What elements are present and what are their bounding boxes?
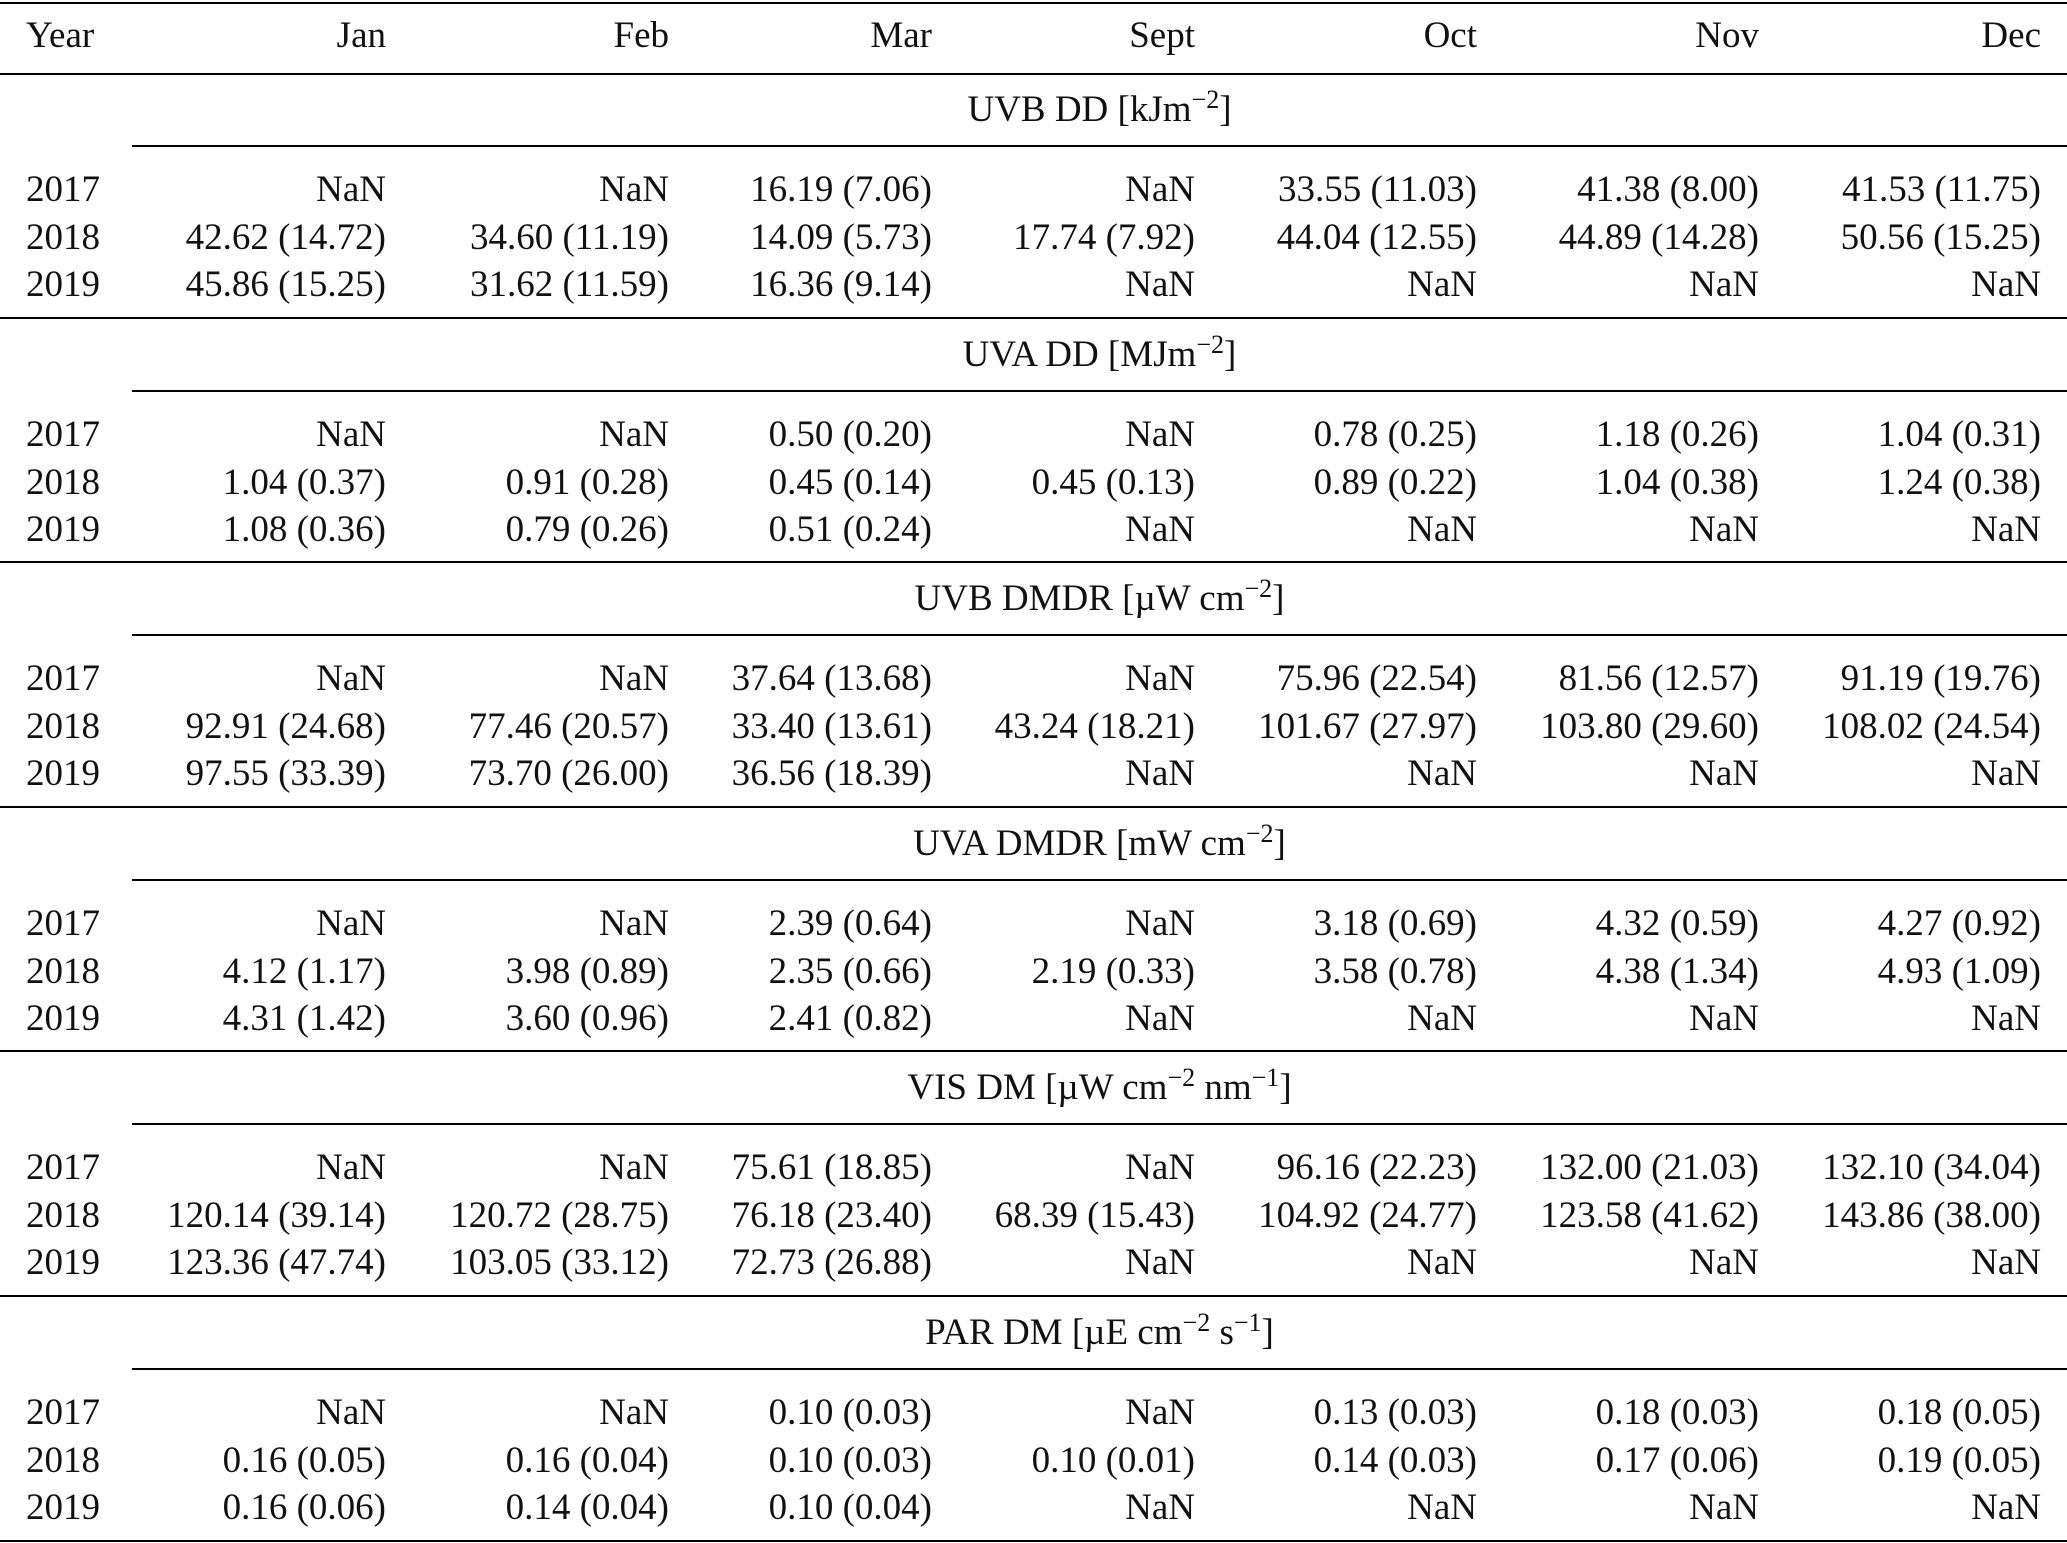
cell-mar: 0.45 (0.14) — [768, 461, 932, 503]
cell-jan: 0.16 (0.05) — [222, 1439, 386, 1481]
cell-oct: NaN — [1407, 753, 1477, 794]
section-separator-rule — [0, 317, 2067, 319]
cell-nov: 81.56 (12.57) — [1558, 658, 1759, 699]
cell-oct: 33.55 (11.03) — [1277, 169, 1477, 210]
section-title-text: UVA DD [MJm — [962, 334, 1197, 375]
row-year-cell: 2017 — [26, 169, 100, 210]
row-year-cell: 2018 — [26, 1194, 100, 1236]
row-year-cell: 2019 — [26, 998, 100, 1039]
cell-oct: 0.13 (0.03) — [1313, 1392, 1477, 1433]
section-title-exponent: −2 — [1244, 574, 1273, 603]
cell-dec: 0.18 (0.05) — [1877, 1392, 2041, 1433]
cell-dec: 41.53 (11.75) — [1841, 169, 2041, 210]
table-row — [0, 459, 2067, 506]
cell-oct: 104.92 (24.77) — [1258, 1194, 1477, 1236]
cell-sept: 2.19 (0.33) — [1031, 950, 1195, 992]
cell-nov: NaN — [1689, 753, 1759, 794]
cell-mar: 14.09 (5.73) — [750, 216, 932, 258]
row-year-cell: 2019 — [26, 753, 100, 794]
header-oct: Oct — [1423, 15, 1477, 56]
cell-nov: 103.80 (29.60) — [1540, 705, 1759, 747]
row-year-cell: 2018 — [26, 950, 100, 992]
section-title-exponent: −2 — [1245, 819, 1274, 848]
cell-dec: NaN — [1971, 1487, 2041, 1528]
cell-dec: 132.10 (34.04) — [1822, 1147, 2041, 1188]
header-dec: Dec — [1981, 15, 2041, 56]
cell-feb: NaN — [599, 169, 669, 210]
cell-oct: NaN — [1407, 1487, 1477, 1528]
table-row — [0, 948, 2067, 995]
table-row — [0, 166, 2067, 213]
cell-jan: 0.16 (0.06) — [222, 1487, 386, 1528]
cell-mar: 72.73 (26.88) — [731, 1242, 932, 1283]
cell-nov: NaN — [1689, 1487, 1759, 1528]
cell-oct: 0.14 (0.03) — [1313, 1439, 1477, 1481]
cell-mar: 0.10 (0.04) — [768, 1487, 932, 1528]
cell-feb: 0.79 (0.26) — [505, 509, 669, 550]
row-year-cell: 2017 — [26, 903, 100, 944]
cell-nov: 0.18 (0.03) — [1595, 1392, 1759, 1433]
cell-jan: NaN — [316, 1392, 386, 1433]
cell-sept: NaN — [1125, 1147, 1195, 1188]
header-mar: Mar — [870, 15, 932, 56]
cell-oct: 3.58 (0.78) — [1313, 950, 1477, 992]
row-year-cell: 2019 — [26, 1487, 100, 1528]
cell-mar: 2.39 (0.64) — [768, 903, 932, 944]
cell-jan: NaN — [316, 903, 386, 944]
cell-nov: 44.89 (14.28) — [1558, 216, 1759, 258]
cell-oct: 101.67 (27.97) — [1258, 705, 1477, 747]
section-title-exponent: −2 — [1191, 85, 1220, 114]
cell-oct: NaN — [1407, 1242, 1477, 1283]
cell-feb: NaN — [599, 903, 669, 944]
cell-jan: NaN — [316, 658, 386, 699]
cell-sept: NaN — [1125, 264, 1195, 305]
cell-sept: NaN — [1125, 414, 1195, 455]
section-title-bracket: ] — [1219, 89, 1232, 130]
cell-dec: 4.93 (1.09) — [1877, 950, 2041, 992]
table-row — [0, 1144, 2067, 1191]
section-title-text: PAR DM [µE cm — [925, 1312, 1183, 1353]
section-title — [132, 575, 2067, 622]
cell-sept: NaN — [1125, 169, 1195, 210]
cell-sept: NaN — [1125, 658, 1195, 699]
row-year-cell: 2017 — [26, 1392, 100, 1433]
cell-nov: 4.38 (1.34) — [1595, 950, 1759, 992]
row-year-cell: 2019 — [26, 509, 100, 550]
section-title-unit: s — [1210, 1312, 1234, 1353]
cell-jan: NaN — [316, 414, 386, 455]
section-title-exponent: −2 — [1182, 1308, 1211, 1337]
section-title — [132, 1064, 2067, 1111]
section-title-rule — [132, 879, 2067, 881]
cell-feb: 31.62 (11.59) — [469, 264, 669, 305]
section-title-exponent: −2 — [1167, 1063, 1196, 1092]
section-title — [132, 86, 2067, 133]
section-separator-rule — [0, 561, 2067, 563]
row-year-cell: 2018 — [26, 705, 100, 747]
section-title-exponent: −1 — [1251, 1063, 1280, 1092]
cell-feb: NaN — [599, 414, 669, 455]
bottom-rule — [0, 1540, 2067, 1542]
cell-mar: 2.41 (0.82) — [768, 998, 932, 1039]
cell-sept: 0.10 (0.01) — [1031, 1439, 1195, 1481]
cell-dec: NaN — [1971, 753, 2041, 794]
header-feb: Feb — [613, 15, 669, 56]
cell-dec: NaN — [1971, 509, 2041, 550]
cell-nov: NaN — [1689, 509, 1759, 550]
cell-oct: 0.78 (0.25) — [1313, 414, 1477, 455]
cell-oct: 44.04 (12.55) — [1276, 216, 1477, 258]
cell-jan: 42.62 (14.72) — [185, 216, 386, 258]
cell-mar: 36.56 (18.39) — [731, 753, 932, 794]
table-row — [0, 1389, 2067, 1436]
cell-jan: 1.04 (0.37) — [222, 461, 386, 503]
section-title — [132, 1309, 2067, 1356]
section-title-rule — [132, 390, 2067, 392]
cell-jan: 92.91 (24.68) — [185, 705, 386, 747]
cell-sept: 68.39 (15.43) — [994, 1194, 1195, 1236]
header-row — [0, 12, 2067, 59]
cell-jan: 123.36 (47.74) — [167, 1242, 386, 1283]
cell-jan: 120.14 (39.14) — [167, 1194, 386, 1236]
section-title-text: UVA DMDR [mW cm — [913, 823, 1246, 864]
cell-dec: 1.04 (0.31) — [1877, 414, 2041, 455]
cell-nov: NaN — [1689, 264, 1759, 305]
table-row — [0, 261, 2067, 308]
section-title-bracket: ] — [1224, 334, 1237, 375]
cell-mar: 16.36 (9.14) — [750, 264, 932, 305]
cell-sept: NaN — [1125, 1392, 1195, 1433]
cell-feb: 0.91 (0.28) — [505, 461, 669, 503]
section-title-rule — [132, 1368, 2067, 1370]
cell-nov: NaN — [1689, 998, 1759, 1039]
cell-feb: 73.70 (26.00) — [468, 753, 669, 794]
section-title-exponent: −1 — [1233, 1308, 1262, 1337]
row-year-cell: 2018 — [26, 216, 100, 258]
cell-dec: NaN — [1971, 998, 2041, 1039]
cell-dec: 0.19 (0.05) — [1877, 1439, 2041, 1481]
cell-dec: 91.19 (19.76) — [1840, 658, 2041, 699]
cell-nov: 41.38 (8.00) — [1577, 169, 1759, 210]
cell-oct: 3.18 (0.69) — [1313, 903, 1477, 944]
section-title-bracket: ] — [1272, 578, 1285, 619]
cell-sept: NaN — [1125, 509, 1195, 550]
cell-sept: NaN — [1125, 998, 1195, 1039]
cell-jan: NaN — [316, 1147, 386, 1188]
cell-oct: NaN — [1407, 264, 1477, 305]
section-title-bracket: ] — [1279, 1067, 1292, 1108]
table-row — [0, 411, 2067, 458]
cell-feb: NaN — [599, 658, 669, 699]
section-separator-rule — [0, 1295, 2067, 1297]
cell-sept: 17.74 (7.92) — [1013, 216, 1195, 258]
cell-mar: 0.51 (0.24) — [768, 509, 932, 550]
cell-sept: NaN — [1125, 1487, 1195, 1528]
cell-jan: 97.55 (33.39) — [185, 753, 386, 794]
cell-nov: 132.00 (21.03) — [1540, 1147, 1759, 1188]
cell-nov: 1.18 (0.26) — [1595, 414, 1759, 455]
cell-oct: 0.89 (0.22) — [1313, 461, 1477, 503]
cell-jan: 4.12 (1.17) — [222, 950, 386, 992]
row-year-cell: 2019 — [26, 1242, 100, 1283]
table-row — [0, 900, 2067, 947]
table-row — [0, 1239, 2067, 1286]
table-row — [0, 506, 2067, 553]
cell-sept: NaN — [1125, 1242, 1195, 1283]
table-row — [0, 703, 2067, 750]
cell-feb: NaN — [599, 1392, 669, 1433]
cell-dec: 1.24 (0.38) — [1877, 461, 2041, 503]
table-row — [0, 995, 2067, 1042]
cell-oct: 75.96 (22.54) — [1276, 658, 1477, 699]
cell-sept: NaN — [1125, 753, 1195, 794]
cell-nov: 0.17 (0.06) — [1595, 1439, 1759, 1481]
cell-oct: NaN — [1407, 509, 1477, 550]
row-year-cell: 2017 — [26, 414, 100, 455]
row-year-cell: 2017 — [26, 1147, 100, 1188]
cell-feb: 3.60 (0.96) — [505, 998, 669, 1039]
section-title-bracket: ] — [1261, 1312, 1274, 1353]
cell-feb: 34.60 (11.19) — [469, 216, 669, 258]
table-row — [0, 1192, 2067, 1239]
section-title-rule — [132, 634, 2067, 636]
cell-mar: 37.64 (13.68) — [731, 658, 932, 699]
cell-feb: 0.16 (0.04) — [505, 1439, 669, 1481]
cell-jan: 45.86 (15.25) — [185, 264, 386, 305]
section-title-text: UVB DD [kJm — [967, 89, 1192, 130]
header-year: Year — [26, 15, 95, 56]
cell-feb: 3.98 (0.89) — [505, 950, 669, 992]
cell-nov: 1.04 (0.38) — [1595, 461, 1759, 503]
header-rule — [0, 73, 2067, 75]
cell-dec: 4.27 (0.92) — [1877, 903, 2041, 944]
row-year-cell: 2017 — [26, 658, 100, 699]
cell-dec: 50.56 (15.25) — [1840, 216, 2041, 258]
cell-mar: 75.61 (18.85) — [731, 1147, 932, 1188]
row-year-cell: 2019 — [26, 264, 100, 305]
cell-jan: 4.31 (1.42) — [222, 998, 386, 1039]
cell-dec: 143.86 (38.00) — [1822, 1194, 2041, 1236]
table-row — [0, 214, 2067, 261]
cell-feb: 77.46 (20.57) — [468, 705, 669, 747]
row-year-cell: 2018 — [26, 461, 100, 503]
cell-dec: 108.02 (24.54) — [1822, 705, 2041, 747]
cell-oct: 96.16 (22.23) — [1276, 1147, 1477, 1188]
cell-mar: 0.10 (0.03) — [768, 1439, 932, 1481]
cell-mar: 16.19 (7.06) — [750, 169, 932, 210]
section-title-text: UVB DMDR [µW cm — [914, 578, 1245, 619]
section-title-exponent: −2 — [1196, 330, 1225, 359]
table-row — [0, 750, 2067, 797]
section-title-rule — [132, 145, 2067, 147]
section-title-bracket: ] — [1273, 823, 1286, 864]
header-sept: Sept — [1129, 15, 1195, 56]
section-title-rule — [132, 1123, 2067, 1125]
cell-mar: 33.40 (13.61) — [731, 705, 932, 747]
row-year-cell: 2018 — [26, 1439, 100, 1481]
cell-feb: NaN — [599, 1147, 669, 1188]
header-jan: Jan — [336, 15, 386, 56]
cell-mar: 76.18 (23.40) — [731, 1194, 932, 1236]
section-separator-rule — [0, 1050, 2067, 1052]
cell-feb: 0.14 (0.04) — [505, 1487, 669, 1528]
cell-nov: 4.32 (0.59) — [1595, 903, 1759, 944]
cell-mar: 2.35 (0.66) — [768, 950, 932, 992]
cell-mar: 0.50 (0.20) — [768, 414, 932, 455]
section-title — [132, 331, 2067, 378]
section-title — [132, 820, 2067, 867]
section-title-unit: nm — [1195, 1067, 1252, 1108]
cell-nov: NaN — [1689, 1242, 1759, 1283]
top-rule — [0, 2, 2067, 4]
cell-dec: NaN — [1971, 264, 2041, 305]
table-row — [0, 1437, 2067, 1484]
cell-mar: 0.10 (0.03) — [768, 1392, 932, 1433]
cell-feb: 120.72 (28.75) — [450, 1194, 669, 1236]
cell-jan: 1.08 (0.36) — [222, 509, 386, 550]
cell-sept: 43.24 (18.21) — [994, 705, 1195, 747]
section-title-text: VIS DM [µW cm — [907, 1067, 1168, 1108]
cell-nov: 123.58 (41.62) — [1540, 1194, 1759, 1236]
header-nov: Nov — [1695, 15, 1759, 56]
cell-feb: 103.05 (33.12) — [450, 1242, 669, 1283]
cell-jan: NaN — [316, 169, 386, 210]
cell-dec: NaN — [1971, 1242, 2041, 1283]
cell-sept: 0.45 (0.13) — [1031, 461, 1195, 503]
cell-sept: NaN — [1125, 903, 1195, 944]
section-separator-rule — [0, 806, 2067, 808]
cell-oct: NaN — [1407, 998, 1477, 1039]
table-row — [0, 655, 2067, 702]
table-row — [0, 1484, 2067, 1531]
